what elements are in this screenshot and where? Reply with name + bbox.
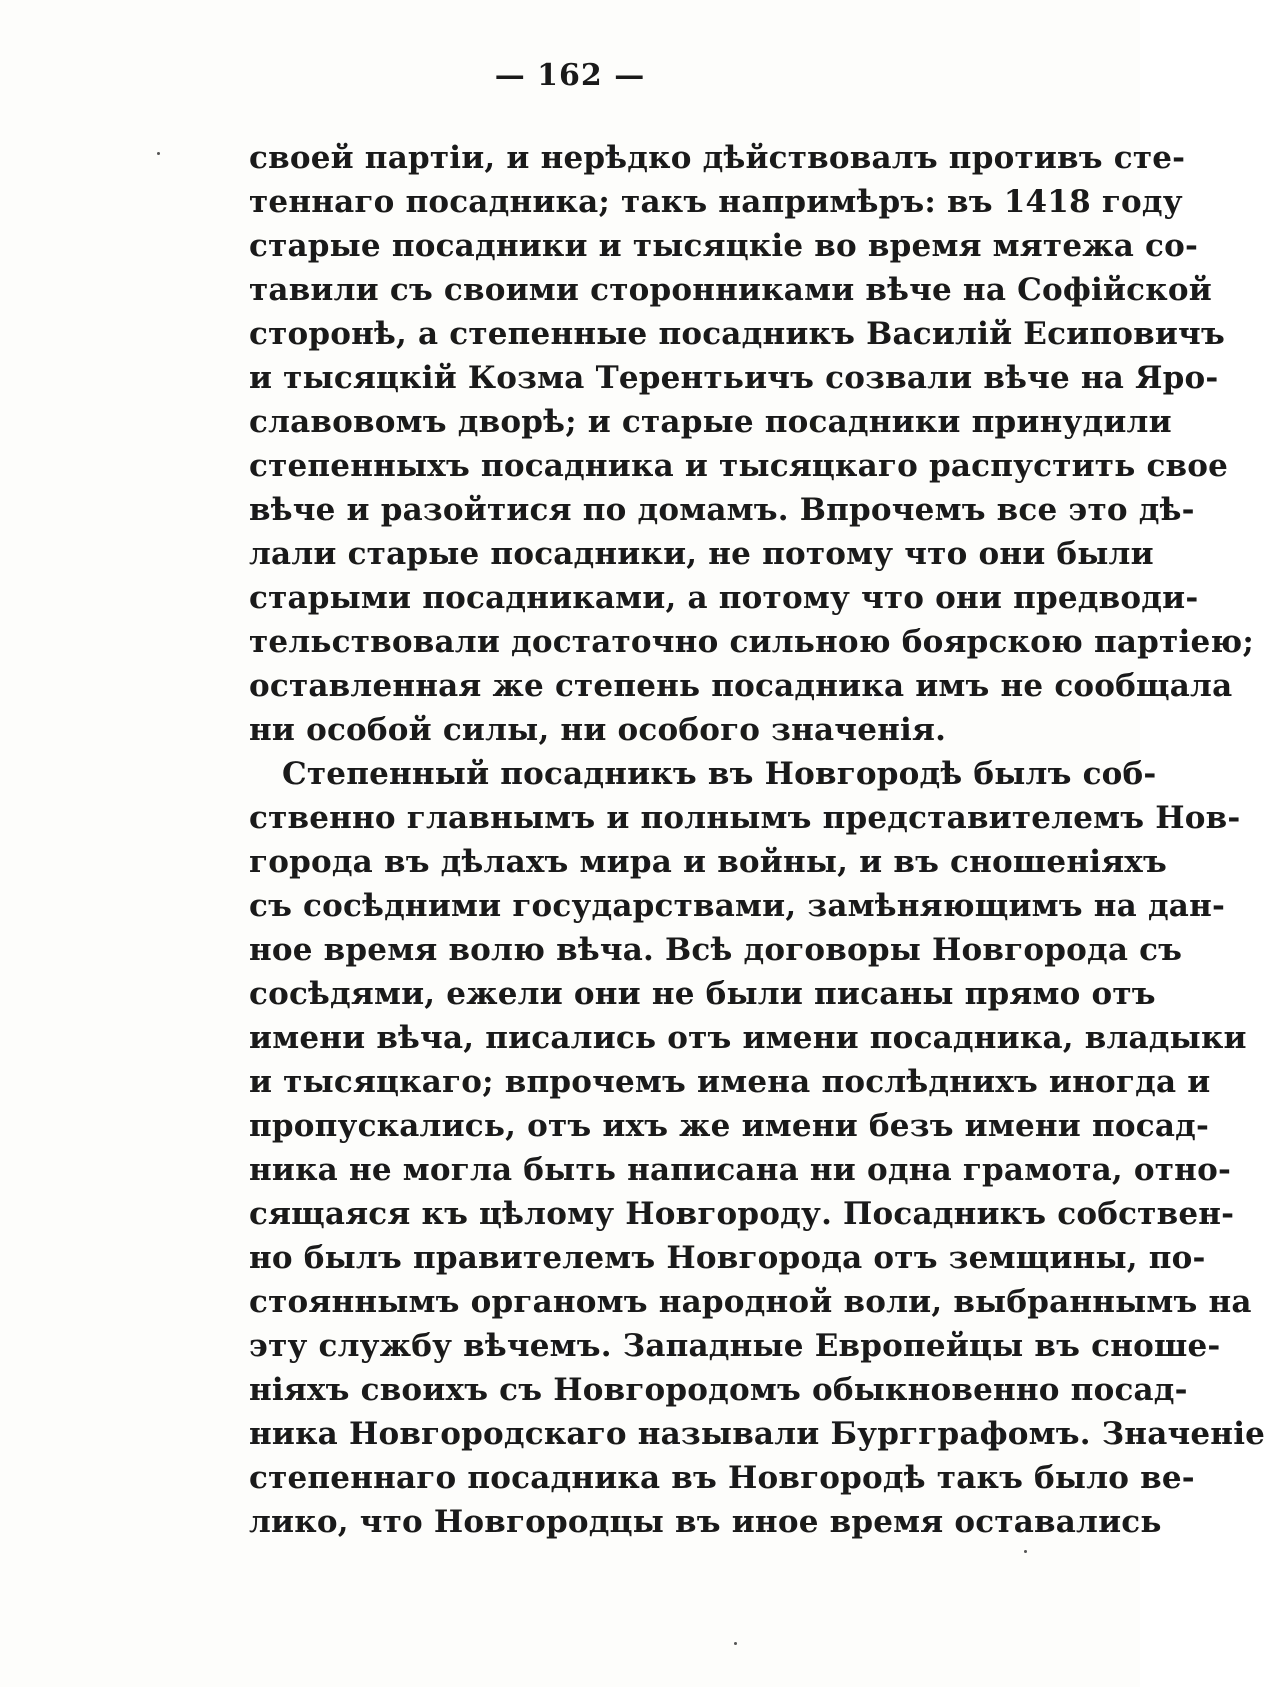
text-line: имени вѣча, писались отъ имени посадника, владыки	[249, 1020, 1247, 1056]
paragraph-1	[249, 136, 1254, 752]
text-line: теннаго посадника; такъ напримѣръ: въ 1418 году	[249, 184, 1183, 220]
print-speck	[734, 1642, 737, 1645]
text-line: сосѣдями, ежели они не были писаны прямо отъ	[249, 976, 1156, 1012]
text-line: лико, что Новгородцы въ иное время оставались	[249, 1504, 1162, 1540]
text-line: эту службу вѣчемъ. Западные Европейцы въ сноше-	[249, 1328, 1221, 1364]
text-line: Степенный посадникъ въ Новгородѣ былъ соб-	[282, 756, 1157, 792]
text-line: тельствовали достаточно сильною боярскою партіею;	[249, 624, 1254, 660]
text-line: ное время волю вѣча. Всѣ договоры Новгорода съ	[249, 932, 1183, 968]
page-number: — 162 —	[494, 58, 646, 93]
text-line: вѣче и разойтися по домамъ. Впрочемъ все это дѣ-	[249, 492, 1195, 528]
text-line: ни особой силы, ни особого значенія.	[249, 712, 947, 748]
print-speck	[157, 152, 160, 155]
text-line: стояннымъ органомъ народной воли, выбраннымъ на	[249, 1284, 1252, 1320]
print-speck	[1024, 1550, 1027, 1553]
text-line: славовомъ дворѣ; и старые посадники принудили	[249, 404, 1172, 440]
text-line: своей партіи, и нерѣдко дѣйствовалъ противъ сте-	[249, 140, 1186, 176]
text-line: тавили съ своими сторонниками вѣче на Софійской	[249, 272, 1212, 308]
text-line: ника Новгородскаго называли Бургграфомъ. Значеніе	[249, 1416, 1265, 1452]
text-line: ника не могла быть написана ни одна грамота, отно-	[249, 1152, 1232, 1188]
text-line: ственно главнымъ и полнымъ представителемъ Нов-	[249, 800, 1241, 836]
text-line: старыми посадниками, а потому что они предводи-	[249, 580, 1199, 616]
text-line: города въ дѣлахъ мира и войны, и въ сношеніяхъ	[249, 844, 1167, 880]
text-line: пропускались, отъ ихъ же имени безъ имени посад-	[249, 1108, 1210, 1144]
text-line: сящаяся къ цѣлому Новгороду. Посадникъ собствен-	[249, 1196, 1235, 1232]
text-line: оставленная же степень посадника имъ не сообщала	[249, 668, 1233, 704]
paragraph-2	[249, 752, 1265, 1544]
text-line: степеннаго посадника въ Новгородѣ такъ было ве-	[249, 1460, 1195, 1496]
text-line: и тысяцкаго; впрочемъ имена послѣднихъ иногда и	[249, 1064, 1211, 1100]
text-line: старые посадники и тысяцкіе во время мятежа со-	[249, 228, 1199, 264]
text-line: но былъ правителемъ Новгорода отъ земщины, по-	[249, 1240, 1206, 1276]
text-line: степенныхъ посадника и тысяцкаго распустить свое	[249, 448, 1229, 484]
text-line: ніяхъ своихъ съ Новгородомъ обыкновенно посад-	[249, 1372, 1188, 1408]
body-text	[249, 136, 1265, 1544]
text-line: съ сосѣдними государствами, замѣняющимъ на дан-	[249, 888, 1226, 924]
text-line: сторонѣ, а степенные посадникъ Василій Есиповичъ	[249, 316, 1225, 352]
text-line: лали старые посадники, не потому что они были	[249, 536, 1154, 572]
text-line: и тысяцкій Козма Терентьичъ созвали вѣче на Яро-	[249, 360, 1219, 396]
